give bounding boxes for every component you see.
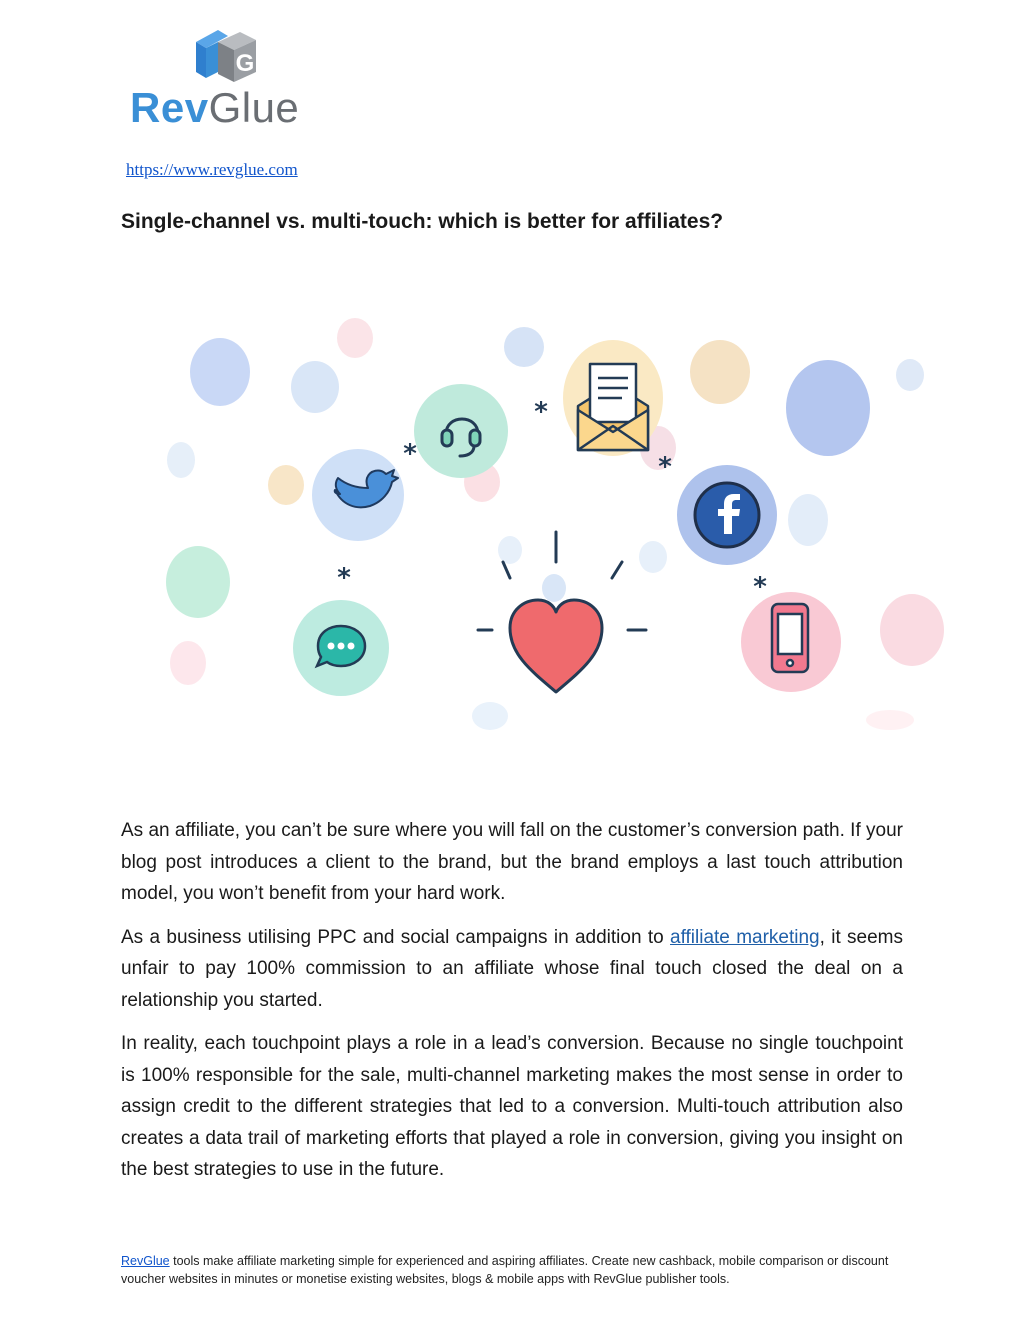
revglue-cube-logo-icon <box>192 28 262 86</box>
footer-text: tools make affiliate marketing simple for experienced and aspiring affiliates. Create new cashback, mobile comparison or discount voucher websites in minutes or monetise existing websites, blogs & mobile apps with RevGlue publisher tools. <box>121 1254 889 1286</box>
affiliate-marketing-link[interactable]: affiliate marketing <box>670 926 820 948</box>
heart-icon <box>510 600 602 692</box>
facebook-bubble <box>677 465 777 565</box>
article-title: Single-channel vs. multi-touch: which is better for affiliates? <box>121 210 724 233</box>
paragraph-3: In reality, each touchpoint plays a role in a lead’s conversion. Because no single touchpoint is 100% responsible for the sale, multi-channel marketing makes the most sense in order to assign credit to the different strategies that led to a conversion. Multi-touch attribution also creates a data trail of marketing efforts that played a role in conversion, giving you insight on the best strategies to use in the future. <box>121 1033 903 1180</box>
twitter-bubble <box>312 449 404 541</box>
chat-icon <box>317 626 365 666</box>
revglue-logo <box>130 28 330 131</box>
svg-text:*: * <box>534 397 548 427</box>
brand-rev: Rev <box>130 84 209 131</box>
paragraph-2-after: , it seems unfair to pay 100% commission to an affiliate whose final touch closed the deal on a relationship you started. <box>121 926 904 1011</box>
website-link[interactable]: https://www.revglue.com <box>126 160 298 179</box>
logo-mark-letter: G <box>235 50 255 77</box>
svg-text:*: * <box>753 572 767 602</box>
brand-name <box>130 84 299 132</box>
footer-revglue-link[interactable]: RevGlue <box>121 1254 170 1268</box>
svg-text:*: * <box>337 563 351 593</box>
smartphone-bubble <box>741 592 841 692</box>
email-bubble <box>563 340 663 456</box>
svg-text:*: * <box>658 452 672 482</box>
facebook-icon <box>695 483 759 547</box>
page-footer <box>121 1252 911 1288</box>
paragraph-2-before: As a business utilising PPC and social campaigns in addition to <box>121 926 671 948</box>
chat-bubble <box>293 600 389 696</box>
paragraph-1: As an affiliate, you can’t be sure where you will fall on the customer’s conversion path. If your blog post introduces a client to the brand, but the brand employs a last touch attribution model, you won’t benefit from your hard work. <box>121 820 903 904</box>
smartphone-icon <box>772 604 808 672</box>
brand-glue: Glue <box>208 84 300 131</box>
paragraph-2 <box>121 922 903 1017</box>
hero-illustration <box>160 310 950 730</box>
headset-bubble <box>414 384 508 478</box>
article-body <box>121 815 903 1198</box>
svg-text:*: * <box>403 439 417 469</box>
